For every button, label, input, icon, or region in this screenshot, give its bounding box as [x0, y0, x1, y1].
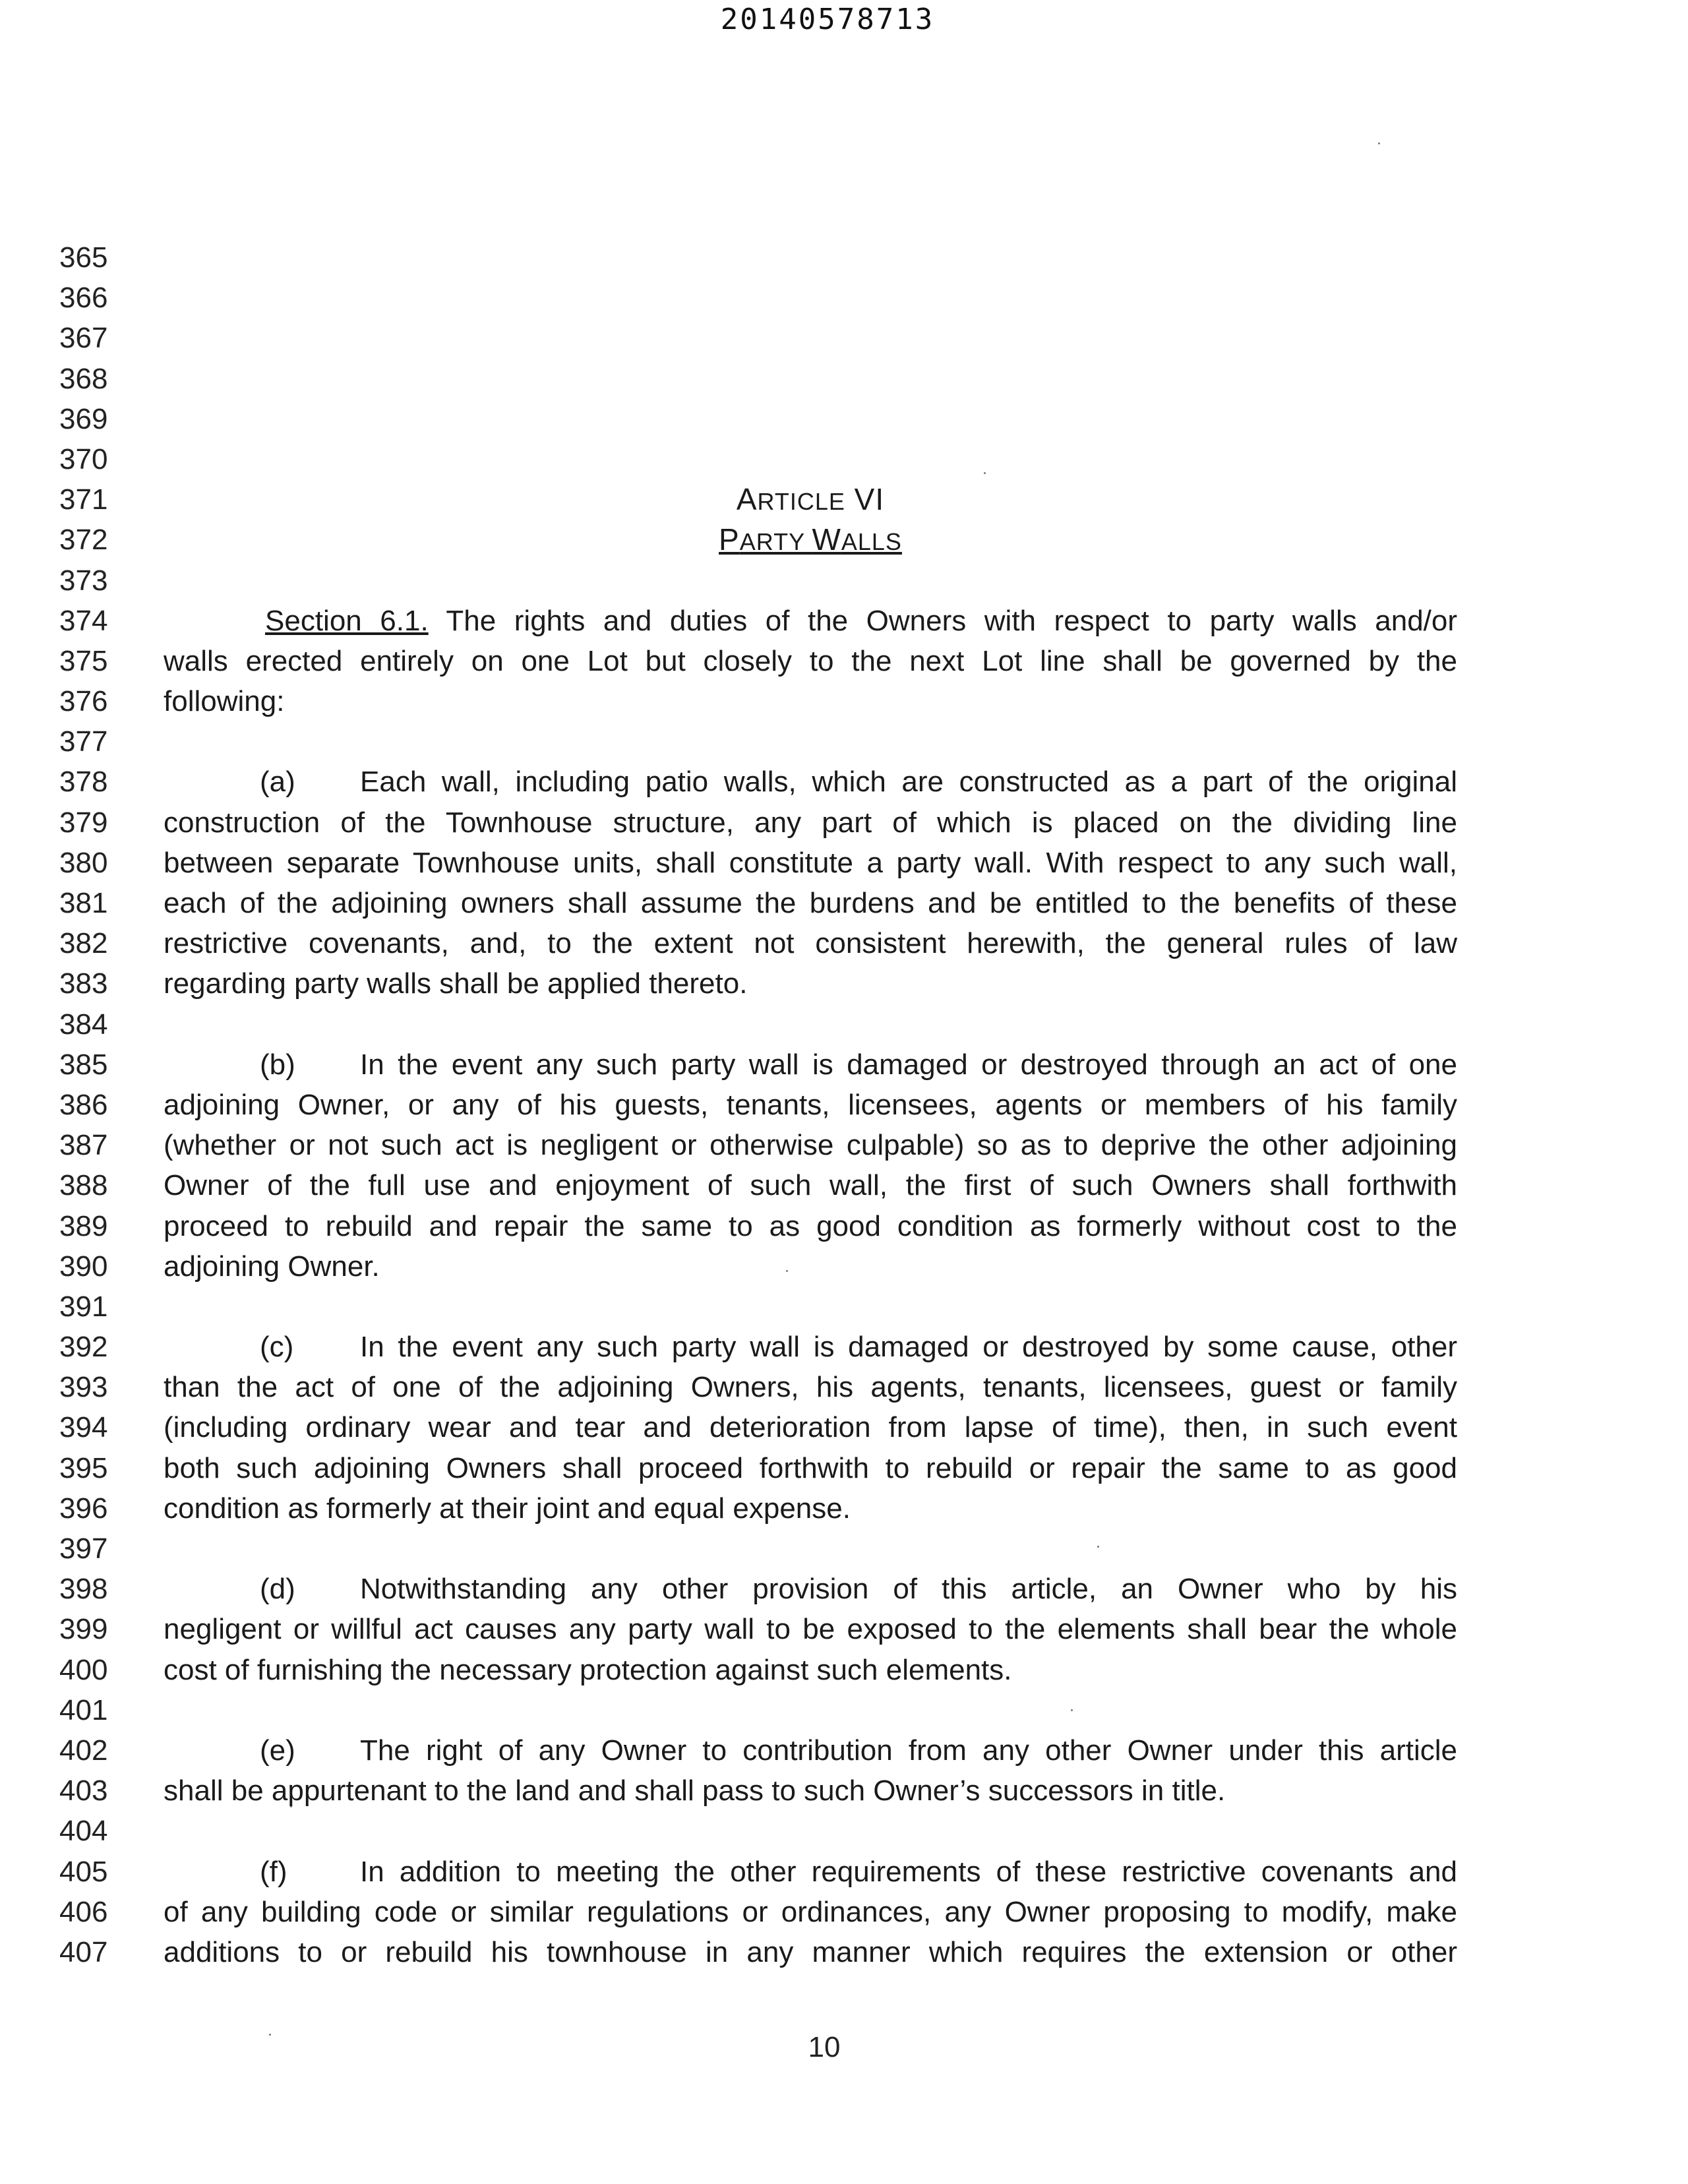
blank-line: [164, 359, 1457, 399]
line-number: 402: [59, 1734, 108, 1767]
line-number: 369: [59, 402, 108, 435]
line-number: 393: [59, 1371, 108, 1404]
line-number: 403: [59, 1774, 108, 1807]
article-heading: ARTICLE VI: [736, 482, 885, 517]
blank-line: [164, 1004, 1457, 1045]
section-6-1-line: Section 6.1. The rights and duties of the Owners with respect to party walls and/or: [265, 604, 1457, 637]
line-number: 391: [59, 1290, 108, 1323]
line-number: 392: [59, 1331, 108, 1364]
line-number: 377: [59, 725, 108, 758]
article-title: PARTY WALLS: [719, 522, 902, 557]
line-number: 399: [59, 1613, 108, 1646]
blank-line: [164, 1690, 1457, 1730]
paragraph-f-line: of any building code or similar regulations or ordinances, any Owner proposing to modify, make: [164, 1895, 1457, 1928]
line-number: 389: [59, 1209, 108, 1242]
line-number: 371: [59, 483, 108, 516]
blank-line: [164, 278, 1457, 318]
paragraph-a-line: between separate Townhouse units, shall constitute a party wall. With respect to any such wall,: [164, 846, 1457, 879]
line-number: 386: [59, 1088, 108, 1121]
line-number: 388: [59, 1169, 108, 1202]
blank-line: [164, 1287, 1457, 1327]
scan-speck: [1378, 142, 1380, 144]
blank-line: [164, 1811, 1457, 1851]
paragraph-f-line: additions to or rebuild his townhouse in any manner which requires the extension or other: [164, 1935, 1457, 1968]
paragraph-a-line: restrictive covenants, and, to the extent not consistent herewith, the general rules of law: [164, 927, 1457, 960]
blank-line: [164, 1529, 1457, 1569]
line-number: 381: [59, 887, 108, 919]
line-number: 365: [59, 241, 108, 274]
section-label: Section 6.1.: [265, 604, 429, 637]
paragraph-f-line: (f) In addition to meeting the other requirements of these restrictive covenants and: [164, 1852, 1457, 1892]
line-number: 394: [59, 1411, 108, 1444]
paragraph-d-line: negligent or willful act causes any party wall to be exposed to the elements shall bear the whole: [164, 1613, 1457, 1646]
paragraph-marker: (e): [260, 1734, 295, 1767]
line-number: 407: [59, 1935, 108, 1968]
paragraph-a-line: each of the adjoining owners shall assume the burdens and be entitled to the benefits of these: [164, 887, 1457, 919]
paragraph-d-line: cost of furnishing the necessary protection against such elements.: [164, 1653, 1012, 1686]
blank-line: [164, 439, 1457, 479]
line-number: 372: [59, 524, 108, 557]
paragraph-b-line: (b) In the event any such party wall is damaged or destroyed through an act of one: [164, 1045, 1457, 1085]
blank-line: [164, 721, 1457, 762]
section-6-1-line: following:: [164, 685, 285, 718]
paragraph-marker: (f): [260, 1855, 287, 1888]
paragraph-b-line: proceed to rebuild and repair the same to as good condition as formerly without cost to the: [164, 1209, 1457, 1242]
paragraph-b-line: (whether or not such act is negligent or otherwise culpable) so as to deprive the other adjoining: [164, 1129, 1457, 1162]
page-number: 10: [808, 2031, 841, 2063]
line-number: 404: [59, 1815, 108, 1848]
paragraph-marker: (c): [260, 1331, 294, 1364]
paragraph-b-line: adjoining Owner.: [164, 1250, 380, 1283]
paragraph-c-line: condition as formerly at their joint and equal expense.: [164, 1492, 851, 1525]
blank-line: [164, 399, 1457, 439]
line-number: 368: [59, 362, 108, 395]
line-number: 367: [59, 322, 108, 355]
line-number: 383: [59, 967, 108, 1000]
blank-line: [164, 561, 1457, 601]
line-number: 366: [59, 282, 108, 315]
document-number: 20140578713: [720, 3, 935, 36]
line-number: 398: [59, 1573, 108, 1606]
line-number: 397: [59, 1532, 108, 1565]
line-number: 382: [59, 927, 108, 960]
paragraph-c-line: both such adjoining Owners shall proceed forthwith to rebuild or repair the same to as good: [164, 1451, 1457, 1484]
paragraph-d-line: (d) Notwithstanding any other provision of this article, an Owner who by his: [164, 1569, 1457, 1609]
paragraph-a-line: regarding party walls shall be applied thereto.: [164, 967, 748, 1000]
line-number: 390: [59, 1250, 108, 1283]
paragraph-a-line: (a) Each wall, including patio walls, which are constructed as a part of the original: [164, 762, 1457, 802]
paragraph-marker: (b): [260, 1048, 295, 1081]
line-number: 405: [59, 1855, 108, 1888]
line-number: 400: [59, 1653, 108, 1686]
section-6-1-line: walls erected entirely on one Lot but closely to the next Lot line shall be governed by the: [164, 644, 1457, 677]
line-number: 384: [59, 1008, 108, 1041]
paragraph-a-line: construction of the Townhouse structure, any part of which is placed on the dividing line: [164, 806, 1457, 839]
paragraph-marker: (d): [260, 1573, 295, 1606]
paragraph-c-line: than the act of one of the adjoining Owners, his agents, tenants, licensees, guest or family: [164, 1371, 1457, 1404]
line-number-column: [59, 237, 132, 1972]
paragraph-e-line: shall be appurtenant to the land and shall pass to such Owner’s successors in title.: [164, 1774, 1226, 1807]
paragraph-marker: (a): [260, 766, 295, 799]
paragraph-b-line: adjoining Owner, or any of his guests, tenants, licensees, agents or members of his family: [164, 1088, 1457, 1121]
line-number: 375: [59, 644, 108, 677]
blank-line: [164, 237, 1457, 278]
paragraph-b-line: Owner of the full use and enjoyment of such wall, the first of such Owners shall forthwith: [164, 1169, 1457, 1202]
document-body: [164, 237, 1457, 1972]
line-number: 379: [59, 806, 108, 839]
line-number: 374: [59, 604, 108, 637]
line-number: 401: [59, 1693, 108, 1726]
paragraph-e-line: (e) The right of any Owner to contribution from any other Owner under this article: [164, 1730, 1457, 1771]
paragraph-c-line: (c) In the event any such party wall is damaged or destroyed by some cause, other: [164, 1327, 1457, 1367]
line-number: 378: [59, 766, 108, 799]
line-number: 387: [59, 1129, 108, 1162]
paragraph-c-line: (including ordinary wear and tear and deterioration from lapse of time), then, in such event: [164, 1411, 1457, 1444]
line-number: 373: [59, 564, 108, 597]
line-number: 380: [59, 846, 108, 879]
line-number: 396: [59, 1492, 108, 1525]
line-number: 370: [59, 442, 108, 475]
blank-line: [164, 318, 1457, 358]
line-number: 376: [59, 685, 108, 718]
line-number: 395: [59, 1451, 108, 1484]
line-number: 406: [59, 1895, 108, 1928]
line-number: 385: [59, 1048, 108, 1081]
